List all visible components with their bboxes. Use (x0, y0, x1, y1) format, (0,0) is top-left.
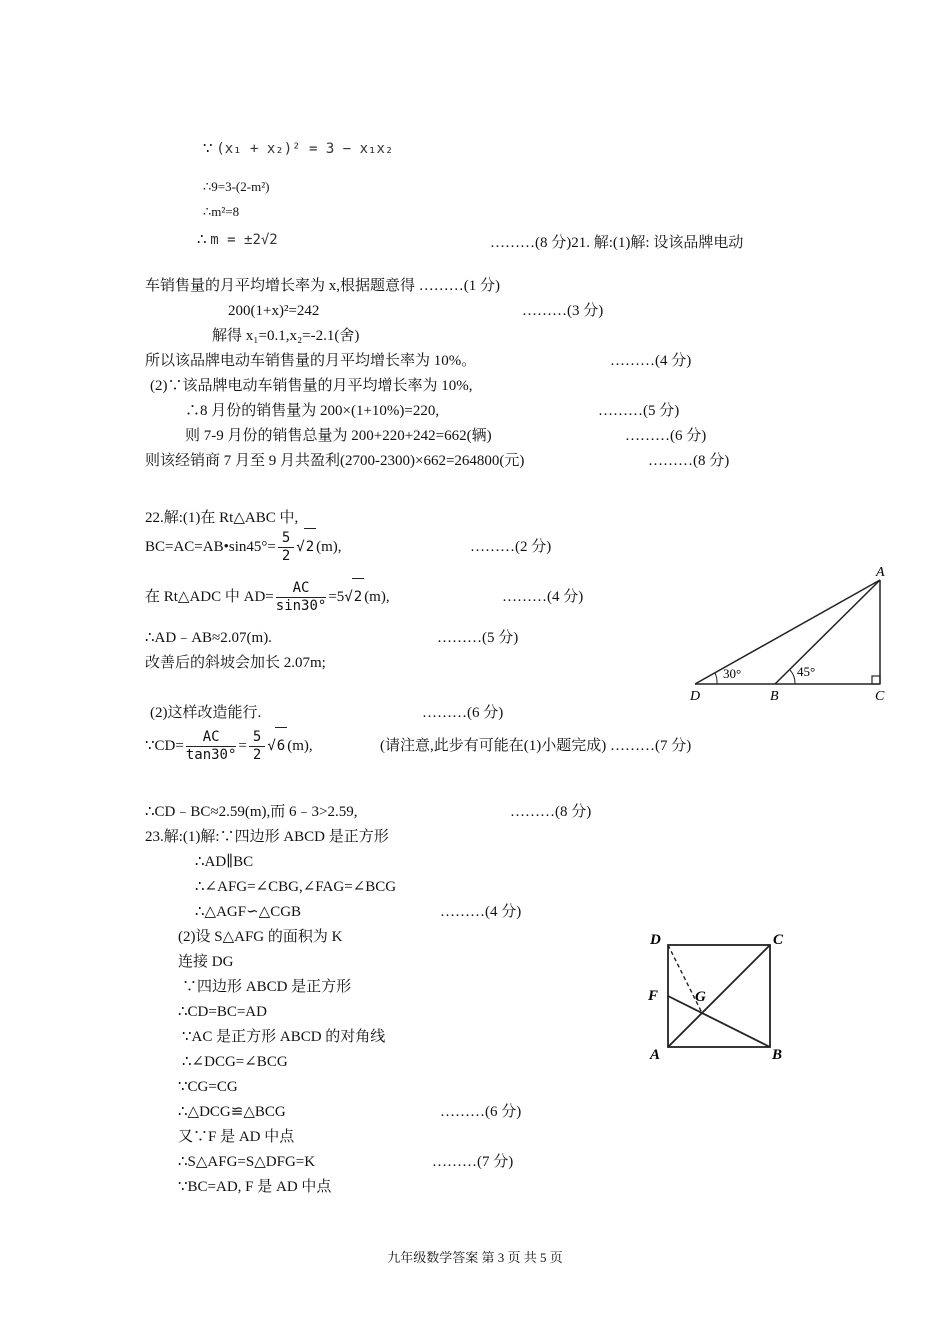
q22-line-7: ∵CD= $\frac{AC}{\tan 30^\circ}$ = $\frac{5}{2}$ √6 (m), (145, 727, 313, 764)
q21-line-3: 解得 x₁=0.1,x₂=-2.1(舍) (212, 328, 360, 344)
q21-score-3: ………(3 分) (522, 303, 604, 319)
vertex-c-label: C (875, 689, 885, 704)
q20-line-3: ∴m²=8 (203, 204, 240, 219)
q21-score-4: ………(4 分) (610, 353, 692, 369)
q22-line-6: (2)这样改造能行. (150, 705, 262, 721)
q21-score-8: ………(8 分) (648, 453, 730, 469)
q23-line-3: ∴∠AFG=∠CBG,∠FAG=∠BCG (195, 879, 397, 895)
vertex-a-label: A (876, 565, 885, 580)
q21-line-4: 所以该品牌电动车销售量的月平均增长率为 10%。 (145, 353, 477, 369)
q23-line-10: ∴∠DCG=∠BCG (182, 1054, 288, 1070)
q23-line-9: ∵AC 是正方形 ABCD 的对角线 (182, 1029, 386, 1045)
q23-line-2: ∴AD∥BC (195, 854, 254, 870)
square-abcd-figure (640, 925, 795, 1065)
square-vertex-b: B (772, 1047, 783, 1063)
q21-line-2: 200(1+x)²=242 (228, 303, 320, 319)
slope-triangle-figure (685, 560, 895, 705)
q22-line-1: 22.解:(1)在 Rt△ABC 中, (145, 510, 299, 526)
q22-line-2: BC=AC=AB•sin45°= $\frac{5}{2}$ √2 (m), (145, 528, 342, 565)
point-f-label: F (648, 988, 659, 1004)
q21-line-8: 则该经销商 7 月至 9 月共盈利(2700-2300)×662=264800(元) (145, 453, 525, 469)
q22-score-5: ………(5 分) (437, 630, 519, 646)
q22-line-3: 在 Rt△ADC 中 AD= $\frac{AC}{\sin 30^\circ}$ =5√2 (m), (145, 578, 390, 615)
q23-line-11: ∵CG=CG (178, 1079, 238, 1095)
q23-score-7: ………(7 分) (432, 1154, 514, 1170)
q22-score-8: ………(8 分) (510, 804, 592, 820)
q23-line-7: ∵四边形 ABCD 是正方形 (182, 979, 352, 995)
square-vertex-a: A (650, 1047, 661, 1063)
fraction-5-over-2: $\frac{5}{2}$ (278, 530, 294, 565)
q21-score-5: ………(5 分) (598, 403, 680, 419)
q22-line-8: ∴CD﹣BC≈2.59(m),而 6﹣3>2.59, (145, 804, 358, 820)
q22-score-6: ………(6 分) (422, 705, 504, 721)
q23-line-13: 又∵F 是 AD 中点 (178, 1129, 295, 1145)
q23-line-14: ∴S△AFG=S△DFG=K (178, 1154, 316, 1170)
q20-score-q21-start: ………(8 分)21. 解:(1)解: 设该品牌电动 (490, 235, 744, 251)
q23-line-1: 23.解:(1)解:∵四边形 ABCD 是正方形 (145, 829, 389, 845)
angle-30-label: 30° (723, 666, 742, 681)
angle-45-label: 45° (797, 664, 816, 679)
fraction-5-over-2b: $\frac{5}{2}$ (249, 729, 265, 764)
q20-line-1: ∵ (x₁ + x₂)² = 3 − x₁x₂ (203, 141, 394, 157)
q23-score-6: ………(6 分) (440, 1104, 522, 1120)
q23-line-8: ∴CD=BC=AD (178, 1004, 267, 1020)
q23-score-4: ………(4 分) (440, 904, 522, 920)
q21-line-1: 车销售量的月平均增长率为 x,根据题意得 ………(1 分) (145, 278, 500, 294)
q20-line-2: ∴9=3-(2-m²) (203, 179, 270, 194)
q23-line-5: (2)设 S△AFG 的面积为 K (178, 929, 343, 945)
q21-score-6: ………(6 分) (625, 428, 707, 444)
fraction-ac-over-sin30: $\frac{AC}{\sin 30^\circ}$ (275, 580, 327, 615)
square-vertex-d: D (650, 932, 661, 948)
q22-line-4: ∴AD﹣AB≈2.07(m). (145, 630, 272, 646)
q21-line-6: ∴8 月份的销售量为 200×(1+10%)=220, (185, 403, 440, 419)
vertex-d-label: D (690, 689, 701, 704)
q23-line-4: ∴△AGF∽△CGB (195, 904, 302, 920)
formula-sum-squared: (x₁ + x₂)² = 3 − x₁x₂ (216, 141, 394, 157)
q23-line-6: 连接 DG (178, 954, 234, 970)
q22-note-score-7: (请注意,此步有可能在(1)小题完成) ………(7 分) (380, 738, 692, 754)
fraction-ac-over-tan30: $\frac{AC}{\tan 30^\circ}$ (185, 729, 237, 764)
q22-line-5: 改善后的斜坡会加长 2.07m; (145, 655, 326, 671)
q21-line-5: (2)∵该品牌电动车销售量的月平均增长率为 10%, (150, 378, 473, 394)
q20-line-4: ∴ m = ±2√2 (197, 232, 278, 248)
square-vertex-c: C (773, 932, 784, 948)
q21-line-7: 则 7-9 月份的销售总量为 200+220+242=662(辆) (185, 428, 492, 444)
vertex-b-label: B (770, 689, 779, 704)
formula-m-value: m = ±2√2 (210, 232, 278, 248)
q23-line-15: ∵BC=AD, F 是 AD 中点 (178, 1179, 332, 1195)
q23-line-12: ∴△DCG≌△BCG (178, 1104, 286, 1120)
q22-score-2: ………(2 分) (470, 539, 552, 555)
q22-score-4: ………(4 分) (502, 589, 584, 605)
page-footer: 九年级数学答案 第 3 页 共 5 页 (387, 1250, 563, 1265)
point-g-label: G (695, 989, 706, 1005)
